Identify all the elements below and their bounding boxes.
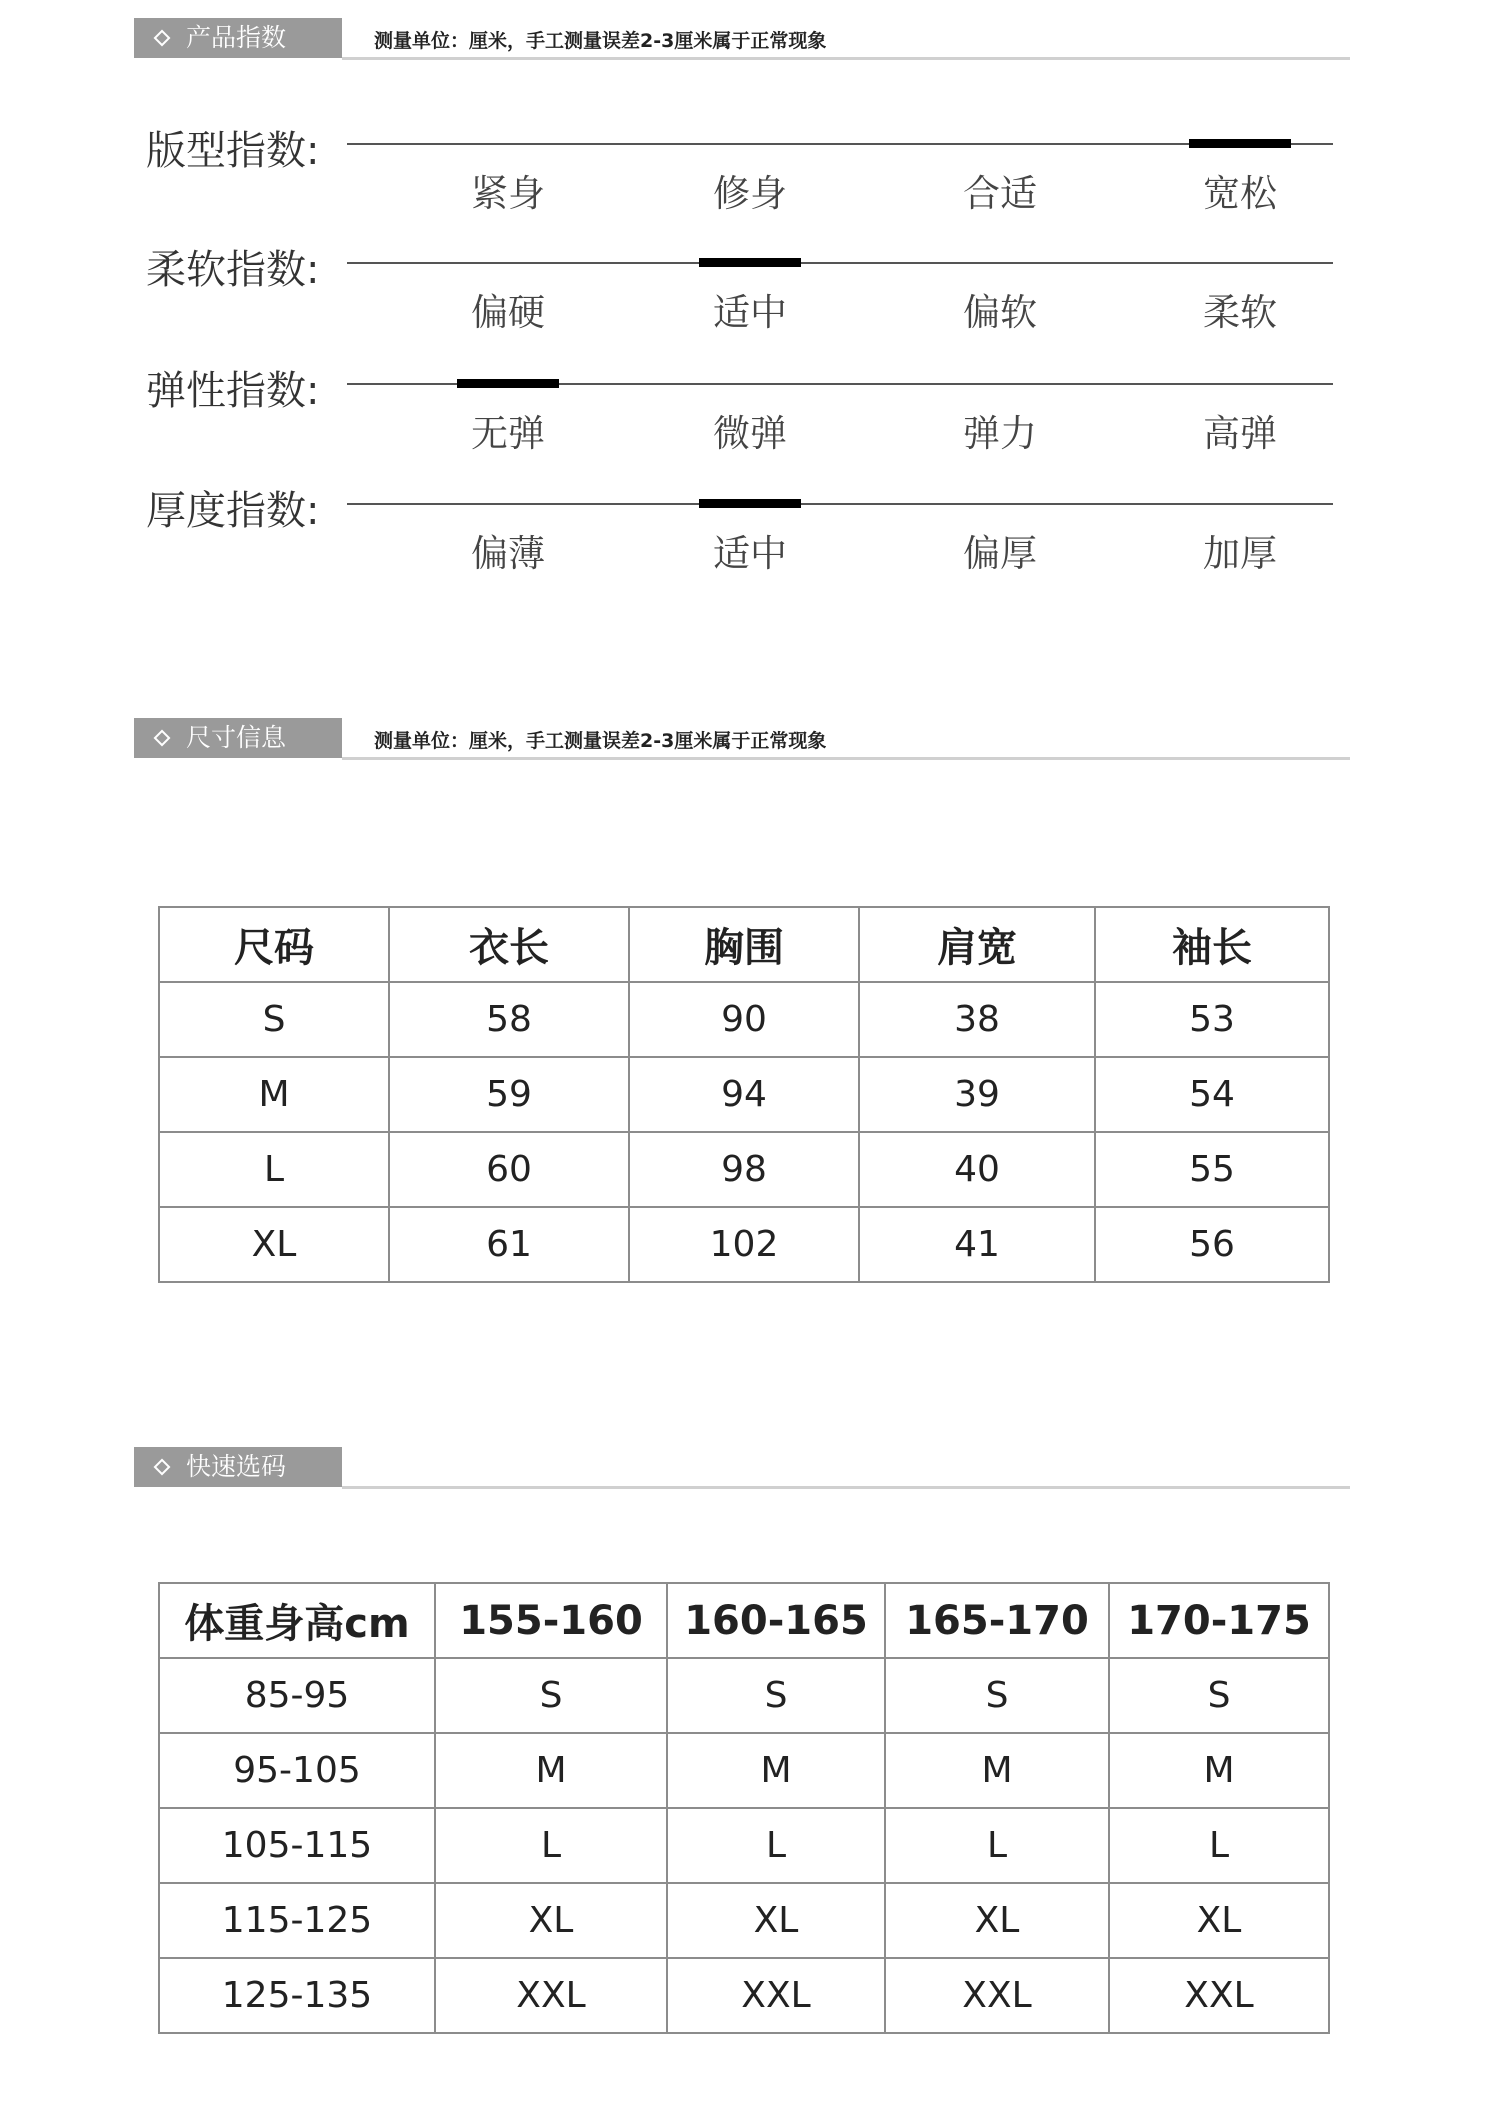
table-header-cell: 胸围	[629, 907, 859, 982]
index-option: 偏厚	[963, 532, 1037, 575]
index-selected-marker	[699, 499, 801, 508]
table-cell: 85-95	[159, 1658, 435, 1733]
table-cell: L	[667, 1808, 885, 1883]
table-cell: XXL	[667, 1958, 885, 2033]
table-cell: XXL	[885, 1958, 1109, 2033]
index-row	[0, 488, 1500, 613]
table-cell: 60	[389, 1132, 629, 1207]
table-cell: S	[1109, 1658, 1329, 1733]
table-cell: 54	[1095, 1057, 1329, 1132]
table-cell: XL	[667, 1883, 885, 1958]
section-header-quick-pick	[134, 1447, 1350, 1487]
table-cell: 115-125	[159, 1883, 435, 1958]
section-tab	[134, 718, 342, 758]
index-scale-line	[347, 143, 1333, 145]
section-header-product-index	[134, 18, 1350, 58]
size-table	[158, 906, 1330, 1283]
table-header-row	[159, 1583, 1329, 1658]
table-cell: M	[1109, 1733, 1329, 1808]
section-header-size-info	[134, 718, 1350, 758]
table-cell: 95-105	[159, 1733, 435, 1808]
table-cell: 61	[389, 1207, 629, 1282]
table-header-cell: 170-175	[1109, 1583, 1329, 1658]
table-cell: 39	[859, 1057, 1095, 1132]
index-label: 厚度指数:	[146, 488, 320, 534]
table-cell: L	[435, 1808, 667, 1883]
section-title: 尺寸信息	[186, 723, 287, 752]
divider	[342, 1486, 1350, 1489]
table-cell: 105-115	[159, 1808, 435, 1883]
index-scale-line	[347, 262, 1333, 264]
index-option: 偏软	[963, 291, 1037, 334]
measurement-note: 测量单位：厘米，手工测量误差2-3厘米属于正常现象	[374, 730, 827, 752]
divider	[342, 757, 1350, 760]
index-option: 微弹	[713, 412, 787, 455]
index-selected-marker	[1189, 139, 1291, 148]
table-cell: 98	[629, 1132, 859, 1207]
index-option: 修身	[713, 172, 787, 215]
index-option: 柔软	[1203, 291, 1277, 334]
section-tab	[134, 1447, 342, 1487]
table-row	[159, 1733, 1329, 1808]
table-row	[159, 1958, 1329, 2033]
measurement-note: 测量单位：厘米，手工测量误差2-3厘米属于正常现象	[374, 30, 827, 52]
table-cell: 125-135	[159, 1958, 435, 2033]
table-header-cell: 155-160	[435, 1583, 667, 1658]
table-row	[159, 1658, 1329, 1733]
index-row	[0, 247, 1500, 372]
table-row	[159, 1808, 1329, 1883]
index-option: 高弹	[1203, 412, 1277, 455]
table-header-cell: 肩宽	[859, 907, 1095, 982]
index-label: 柔软指数:	[146, 247, 320, 293]
table-header-cell: 袖长	[1095, 907, 1329, 982]
section-title: 产品指数	[186, 23, 287, 52]
index-option: 加厚	[1203, 532, 1277, 575]
diamond-icon	[154, 30, 171, 47]
table-row	[159, 1883, 1329, 1958]
quick-pick-table	[158, 1582, 1330, 2034]
index-selected-marker	[699, 258, 801, 267]
table-cell: 40	[859, 1132, 1095, 1207]
table-cell: 58	[389, 982, 629, 1057]
section-tab	[134, 18, 342, 58]
table-cell: M	[435, 1733, 667, 1808]
table-cell: XL	[885, 1883, 1109, 1958]
table-cell: S	[667, 1658, 885, 1733]
table-cell: S	[159, 982, 389, 1057]
table-cell: 55	[1095, 1132, 1329, 1207]
table-cell: M	[159, 1057, 389, 1132]
table-cell: 59	[389, 1057, 629, 1132]
table-cell: 102	[629, 1207, 859, 1282]
table-cell: 56	[1095, 1207, 1329, 1282]
table-row	[159, 1207, 1329, 1282]
table-header-cell: 衣长	[389, 907, 629, 982]
table-cell: XL	[435, 1883, 667, 1958]
index-option: 弹力	[963, 412, 1037, 455]
diamond-icon	[154, 730, 171, 747]
table-cell: XL	[1109, 1883, 1329, 1958]
index-row	[0, 128, 1500, 253]
table-header-cell: 160-165	[667, 1583, 885, 1658]
table-row	[159, 982, 1329, 1057]
table-header-cell: 165-170	[885, 1583, 1109, 1658]
index-option: 偏薄	[471, 532, 545, 575]
index-option: 适中	[713, 291, 787, 334]
index-option: 无弹	[471, 412, 545, 455]
table-cell: 90	[629, 982, 859, 1057]
index-label: 版型指数:	[146, 128, 320, 174]
table-cell: L	[159, 1132, 389, 1207]
table-row	[159, 1132, 1329, 1207]
table-cell: M	[885, 1733, 1109, 1808]
table-header-row	[159, 907, 1329, 982]
table-header-cell: 尺码	[159, 907, 389, 982]
index-selected-marker	[457, 379, 559, 388]
index-option: 紧身	[471, 172, 545, 215]
table-cell: 41	[859, 1207, 1095, 1282]
index-option: 合适	[963, 172, 1037, 215]
table-cell: XXL	[1109, 1958, 1329, 2033]
table-cell: 94	[629, 1057, 859, 1132]
table-cell: XXL	[435, 1958, 667, 2033]
table-cell: XL	[159, 1207, 389, 1282]
section-title: 快速选码	[186, 1452, 287, 1481]
index-option: 适中	[713, 532, 787, 575]
index-row	[0, 368, 1500, 493]
diamond-icon	[154, 1459, 171, 1476]
table-cell: S	[885, 1658, 1109, 1733]
table-cell: L	[885, 1808, 1109, 1883]
table-cell: L	[1109, 1808, 1329, 1883]
table-cell: 53	[1095, 982, 1329, 1057]
table-cell: 38	[859, 982, 1095, 1057]
table-header-cell: 体重身高cm	[159, 1583, 435, 1658]
table-cell: S	[435, 1658, 667, 1733]
table-cell: M	[667, 1733, 885, 1808]
index-scale-line	[347, 503, 1333, 505]
index-label: 弹性指数:	[146, 368, 320, 414]
index-option: 宽松	[1203, 172, 1277, 215]
table-row	[159, 1057, 1329, 1132]
index-option: 偏硬	[471, 291, 545, 334]
divider	[342, 57, 1350, 60]
